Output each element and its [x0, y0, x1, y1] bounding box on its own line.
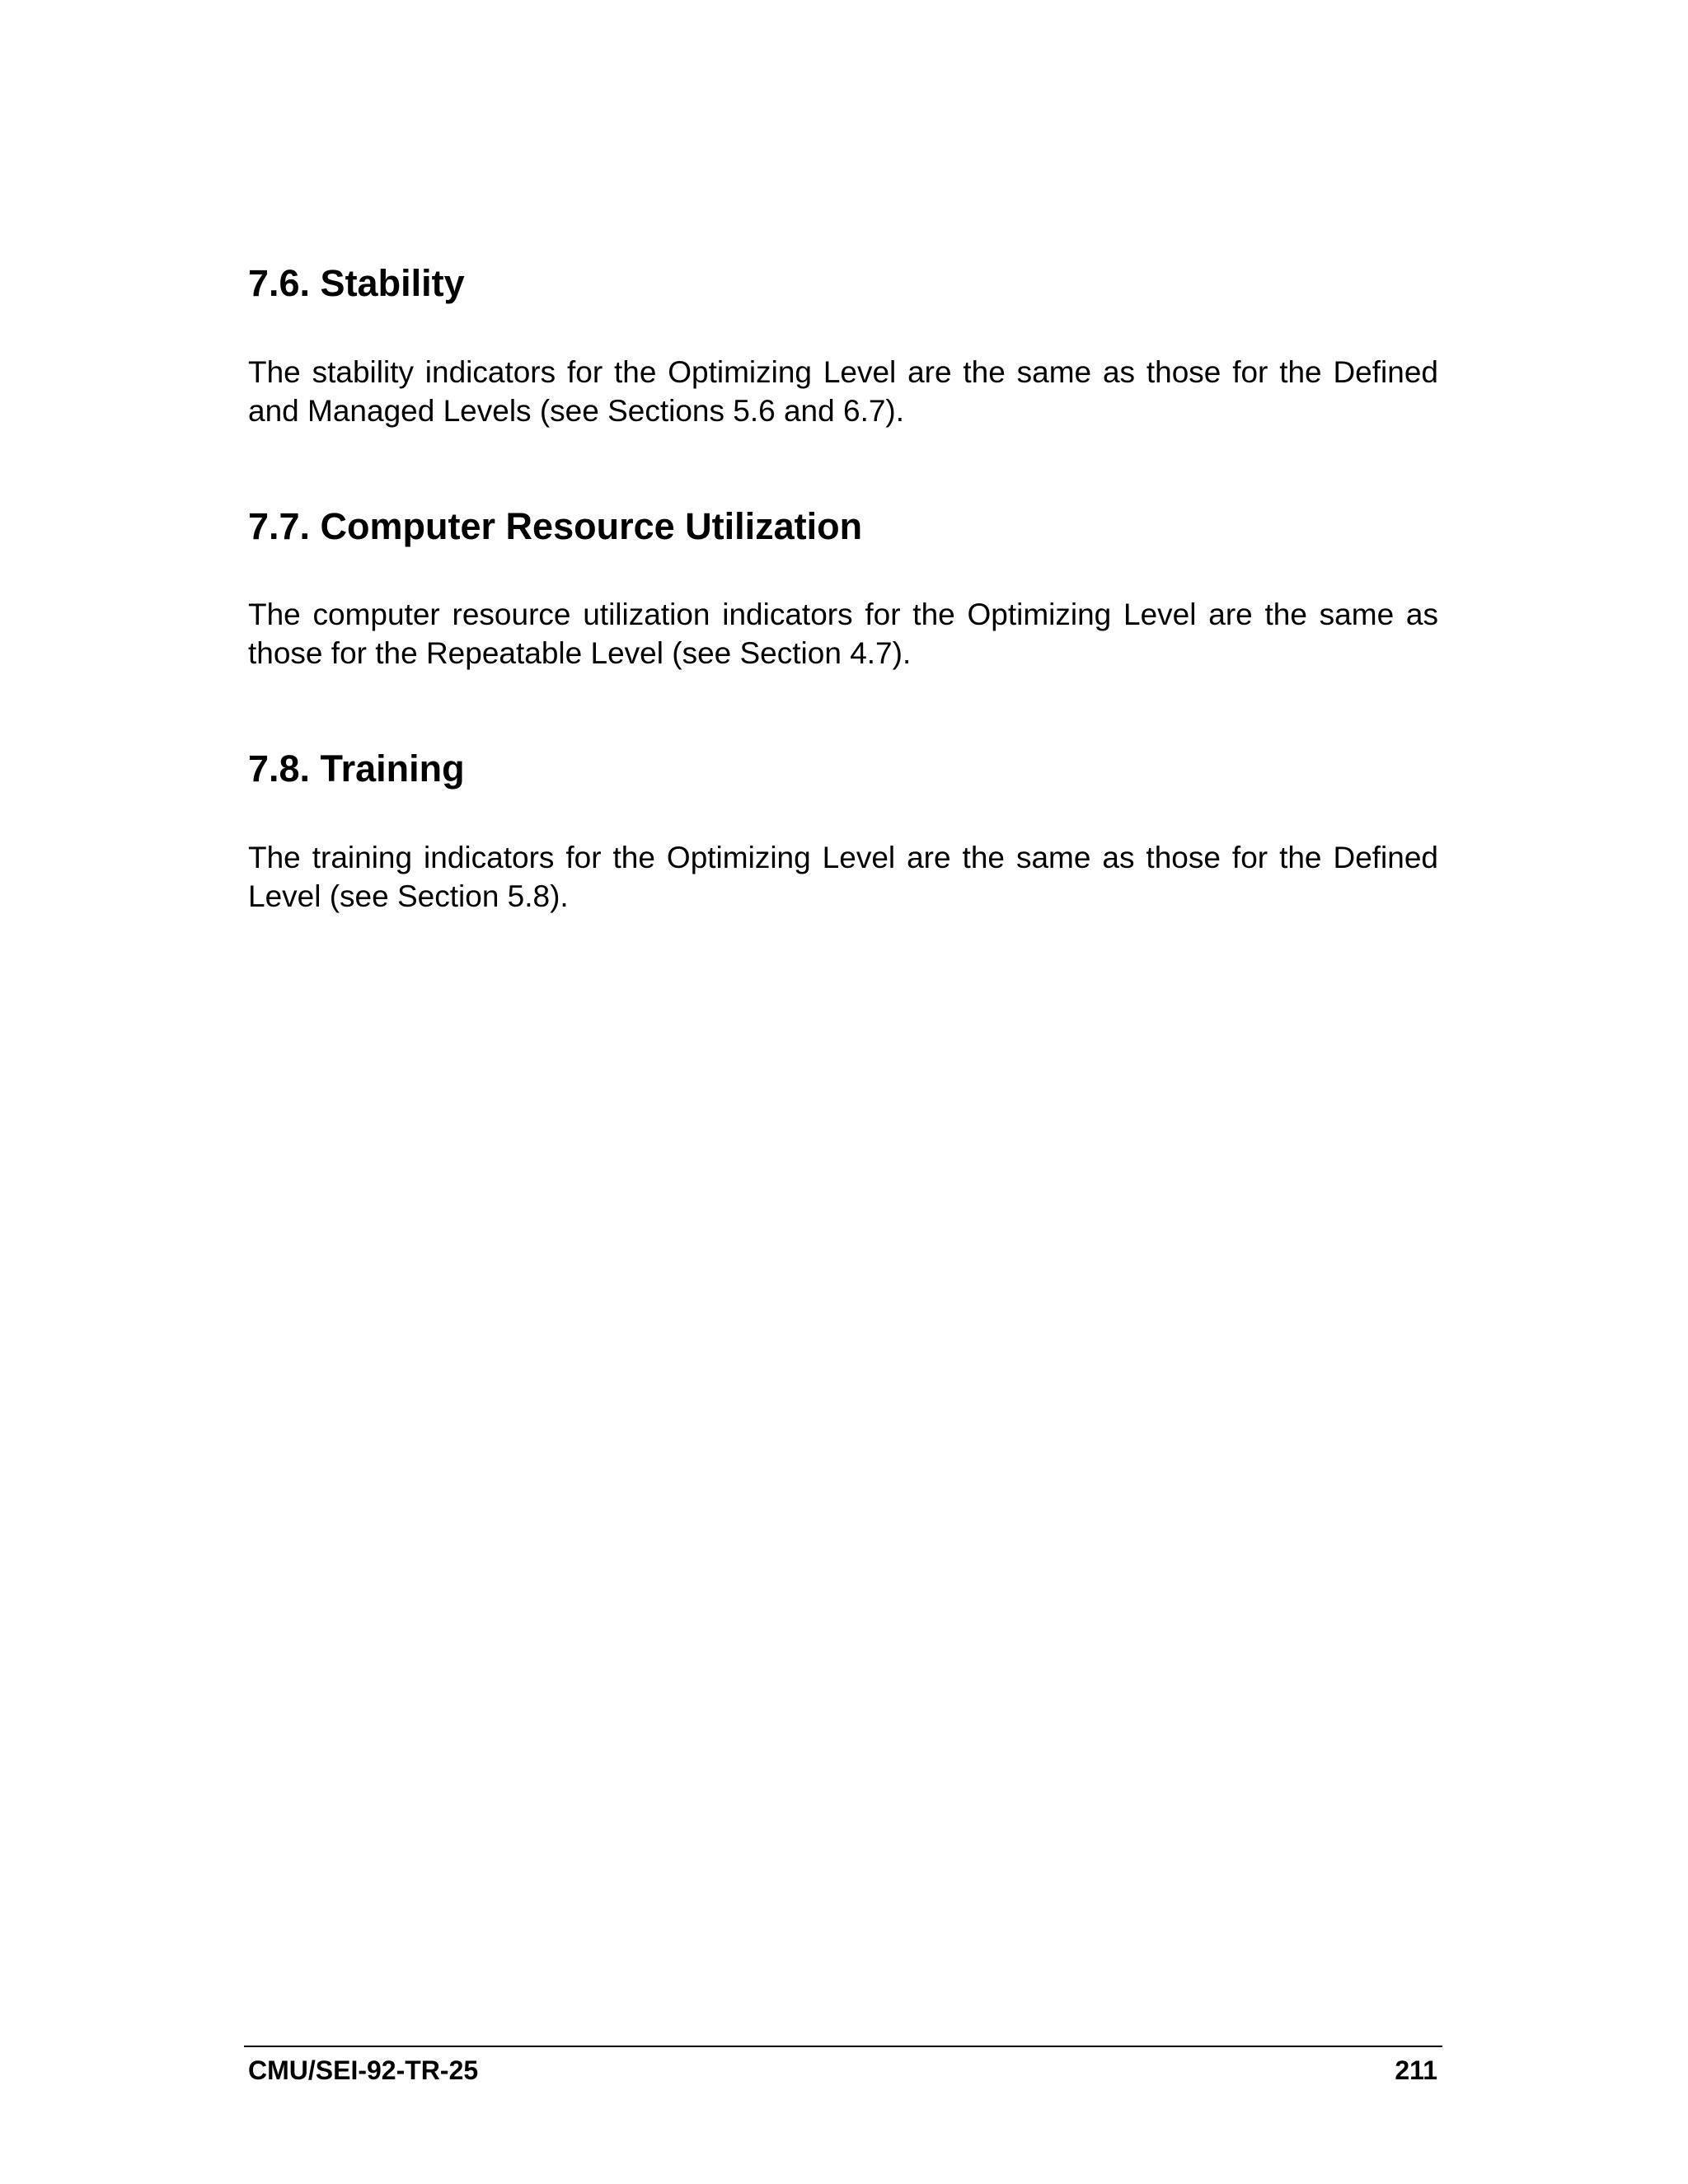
section-body-stability: The stability indicators for the Optimizing Level are the same as those for the Defined and Managed Levels (see Sections 5.6 and 6.7). — [248, 355, 1438, 428]
footer-page-number: 211 — [1395, 2055, 1437, 2085]
footer-divider — [244, 2046, 1442, 2047]
footer-report-id: CMU/SEI-92-TR-25 — [248, 2055, 479, 2085]
section-body-computer-resource-utilization: The computer resource utilization indicators for the Optimizing Level are the same as those for the Repeatable Level (see Section 4.7). — [248, 598, 1438, 670]
section-heading-computer-resource-utilization: 7.7. Computer Resource Utilization — [248, 505, 863, 547]
section-heading-stability: 7.6. Stability — [248, 262, 465, 304]
section-heading-training: 7.8. Training — [248, 748, 465, 790]
section-body-training: The training indicators for the Optimizing Level are the same as those for the Defined Level (see Section 5.8). — [248, 841, 1438, 913]
